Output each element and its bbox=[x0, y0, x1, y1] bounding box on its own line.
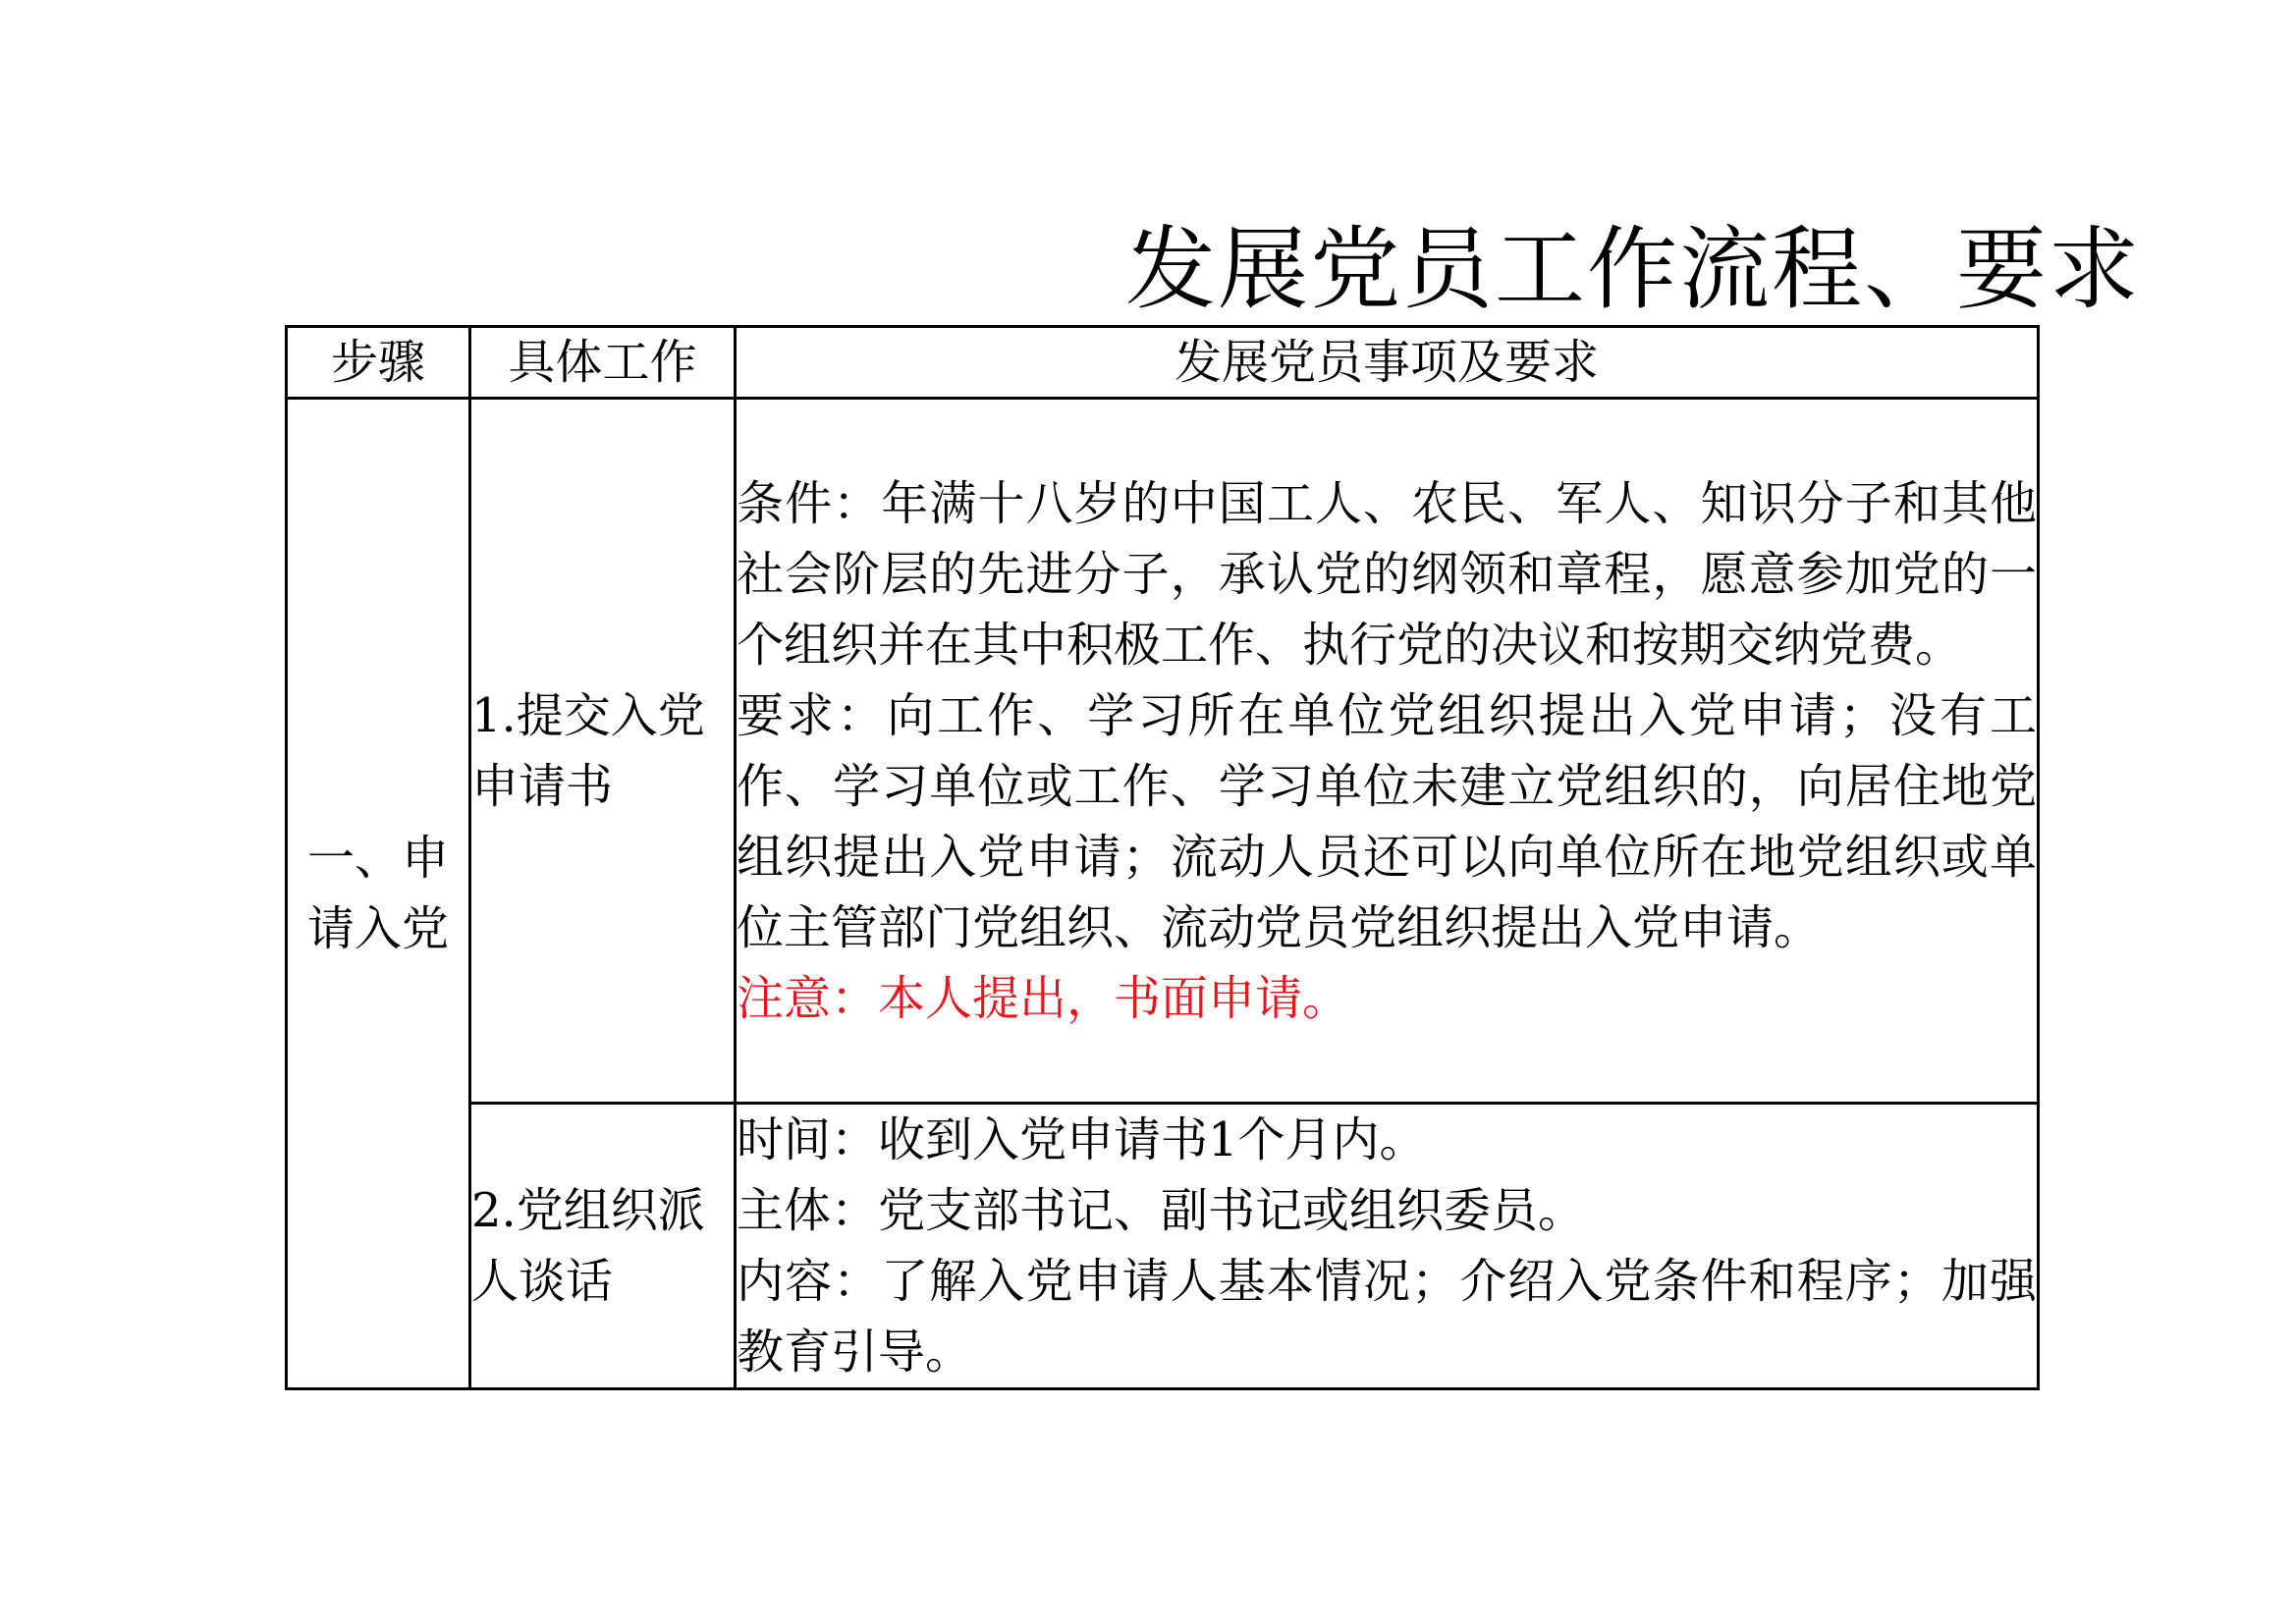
detail-time: 时间：收到入党申请书1个月内。 bbox=[737, 1112, 1427, 1167]
detail-cell-interview bbox=[736, 1104, 2039, 1389]
header-step: 步骤 bbox=[287, 327, 470, 399]
step-name-cell: 一、申请入党 bbox=[287, 399, 470, 1389]
table-row bbox=[287, 399, 2039, 1104]
detail-requirements: 要求：向工作、学习所在单位党组织提出入党申请；没有工作、学习单位或工作、学习单位未建立党组织的，向居住地党组织提出入党申请；流动人员还可以向单位所在地党组织或单位主管部门党组织、流动党员党组织提出入党申请。 bbox=[737, 687, 2037, 955]
detail-subject: 主体：党支部书记、副书记或组织委员。 bbox=[737, 1183, 1586, 1238]
header-work: 具体工作 bbox=[470, 327, 736, 399]
work-cell-interview: 2.党组织派人谈话 bbox=[470, 1104, 736, 1389]
header-requirements: 发展党员事项及要求 bbox=[736, 327, 2039, 399]
detail-conditions: 条件：年满十八岁的中国工人、农民、军人、知识分子和其他社会阶层的先进分子，承认党的纲领和章程，愿意参加党的一个组织并在其中积极工作、执行党的决议和按期交纳党费。 bbox=[737, 475, 2037, 673]
detail-content: 内容：了解入党申请人基本情况；介绍入党条件和程序；加强教育引导。 bbox=[737, 1254, 2037, 1380]
page-title: 发展党员工作流程、要求 bbox=[1125, 217, 2142, 322]
detail-cell-submit-application bbox=[736, 399, 2039, 1104]
process-table bbox=[285, 325, 2040, 1390]
table-header-row bbox=[287, 327, 2039, 399]
detail-note: 注意：本人提出，书面申请。 bbox=[737, 970, 1350, 1026]
work-cell-submit-application: 1.提交入党申请书 bbox=[470, 399, 736, 1104]
table-row bbox=[287, 1104, 2039, 1389]
